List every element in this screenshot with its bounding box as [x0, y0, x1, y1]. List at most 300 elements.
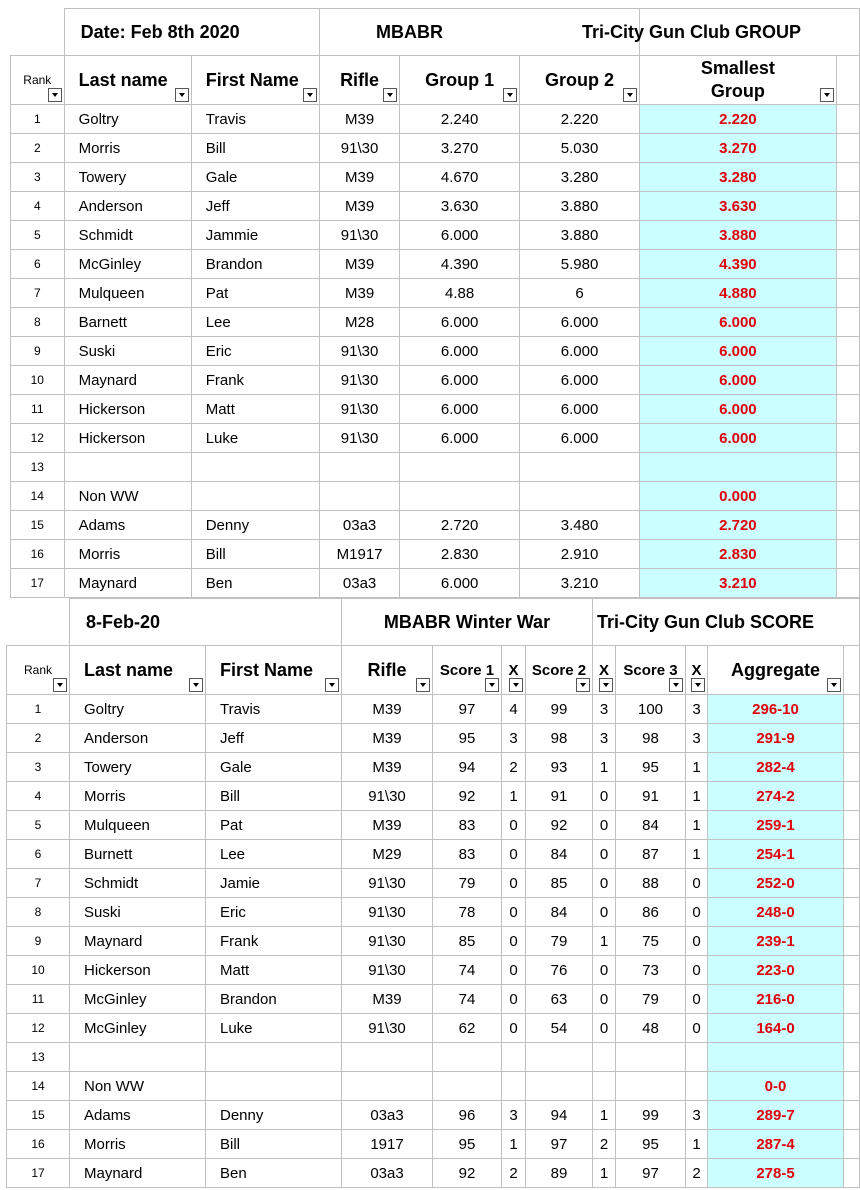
filter-dropdown-icon[interactable] [325, 678, 339, 692]
x1-cell: 1 [502, 1130, 526, 1159]
x2-cell: 0 [593, 956, 616, 985]
group-results-table [10, 8, 860, 598]
group1-cell: 6.000 [400, 424, 520, 453]
empty-cell [836, 250, 859, 279]
x2-cell: 0 [593, 898, 616, 927]
last-name-cell: Non WW [64, 482, 191, 511]
last-name-cell: Adams [64, 511, 191, 540]
last-name-cell: Morris [70, 782, 206, 811]
empty-cell [836, 453, 859, 482]
empty-cell [836, 105, 859, 134]
rank-cell: 14 [7, 1072, 70, 1101]
empty-cell [844, 724, 860, 753]
x2-cell: 0 [593, 985, 616, 1014]
corner-cell [7, 599, 70, 646]
first-name-cell [191, 453, 319, 482]
score3-header-label: Score 3 [623, 661, 678, 679]
rank-cell: 1 [7, 695, 70, 724]
title-row [7, 599, 860, 646]
first-name-header-label: First Name [205, 69, 299, 90]
x3-cell: 1 [686, 840, 708, 869]
score1-cell: 92 [433, 1159, 502, 1188]
first-name-cell: Lee [191, 308, 319, 337]
rifle-cell: 03a3 [342, 1101, 433, 1130]
x1-cell: 0 [502, 1014, 526, 1043]
score2-header[interactable] [526, 646, 593, 695]
x2-cell: 0 [593, 840, 616, 869]
score3-header[interactable] [616, 646, 686, 695]
group1-cell: 6.000 [400, 308, 520, 337]
table-row [11, 453, 860, 482]
score3-cell: 88 [616, 869, 686, 898]
rank-header[interactable] [11, 56, 65, 105]
table-row [11, 424, 860, 453]
empty-cell [836, 337, 859, 366]
smallest-group-cell: 3.630 [639, 192, 836, 221]
rifle-cell: M28 [319, 308, 399, 337]
score1-cell: 79 [433, 869, 502, 898]
table-row [11, 366, 860, 395]
empty-cell [844, 753, 860, 782]
rank-cell: 6 [11, 250, 65, 279]
rifle-cell: 91\30 [319, 424, 399, 453]
first-name-cell: Ben [206, 1159, 342, 1188]
group2-header[interactable] [520, 56, 640, 105]
empty-cell [836, 221, 859, 250]
aggregate-cell: 164-0 [708, 1014, 844, 1043]
smallest-group-cell: 3.210 [639, 569, 836, 598]
group2-cell: 3.280 [520, 163, 640, 192]
empty-cell [836, 569, 859, 598]
table-row [11, 395, 860, 424]
rank-cell: 9 [11, 337, 65, 366]
rifle-cell: 91\30 [342, 1014, 433, 1043]
x2-cell: 1 [593, 1159, 616, 1188]
aggregate-header-label: Aggregate [730, 659, 820, 680]
last-name-cell: Mulqueen [70, 811, 206, 840]
rifle-cell: 91\30 [342, 927, 433, 956]
last-name-cell: Burnett [70, 840, 206, 869]
first-name-cell: Bill [191, 540, 319, 569]
match-date: 8-Feb-20 [70, 599, 342, 646]
empty-cell [844, 956, 860, 985]
corner-cell [11, 9, 65, 56]
x3-cell [686, 1043, 708, 1072]
empty-cell [844, 1159, 860, 1188]
table-row [7, 753, 860, 782]
filter-dropdown-icon[interactable] [485, 678, 499, 692]
empty-cell [844, 898, 860, 927]
rank-header[interactable] [7, 646, 70, 695]
last-name-cell: Maynard [70, 927, 206, 956]
score1-cell: 85 [433, 927, 502, 956]
rank-cell: 13 [11, 453, 65, 482]
score3-cell: 99 [616, 1101, 686, 1130]
table-row [11, 192, 860, 221]
x3-cell: 1 [686, 782, 708, 811]
rifle-cell [342, 1043, 433, 1072]
table-row [7, 840, 860, 869]
empty-cell [836, 279, 859, 308]
filter-dropdown-icon[interactable] [599, 678, 613, 692]
smallest-group-cell [639, 453, 836, 482]
first-name-header-label: First Name [220, 659, 314, 680]
group2-cell: 3.210 [520, 569, 640, 598]
smallest-group-cell: 4.880 [639, 279, 836, 308]
empty-cell [836, 366, 859, 395]
table-row [11, 221, 860, 250]
score1-header[interactable] [433, 646, 502, 695]
x1-cell: 0 [502, 898, 526, 927]
table-row [7, 1072, 860, 1101]
rifle-cell [342, 1072, 433, 1101]
rank-cell: 4 [11, 192, 65, 221]
x3-cell: 1 [686, 753, 708, 782]
score2-cell: 54 [526, 1014, 593, 1043]
score3-cell: 100 [616, 695, 686, 724]
rifle-cell: 91\30 [342, 956, 433, 985]
first-name-cell: Bill [206, 782, 342, 811]
filter-dropdown-icon[interactable] [820, 88, 834, 102]
filter-dropdown-icon[interactable] [48, 88, 62, 102]
aggregate-cell: 278-5 [708, 1159, 844, 1188]
score2-cell: 92 [526, 811, 593, 840]
score3-cell: 86 [616, 898, 686, 927]
score3-cell: 87 [616, 840, 686, 869]
group2-cell: 3.480 [520, 511, 640, 540]
group2-cell: 6.000 [520, 395, 640, 424]
score1-cell: 62 [433, 1014, 502, 1043]
table-row [7, 956, 860, 985]
x1-cell [502, 1043, 526, 1072]
rifle-cell [319, 482, 399, 511]
group1-cell: 4.88 [400, 279, 520, 308]
x3-cell: 0 [686, 927, 708, 956]
x2-cell: 0 [593, 869, 616, 898]
filter-dropdown-icon[interactable] [383, 88, 397, 102]
smallest-group-cell: 0.000 [639, 482, 836, 511]
table-row [11, 163, 860, 192]
rifle-cell: M39 [319, 250, 399, 279]
rifle-cell: M39 [342, 724, 433, 753]
table-row [7, 811, 860, 840]
table-row [7, 1130, 860, 1159]
empty-cell [836, 308, 859, 337]
rifle-cell: 91\30 [319, 366, 399, 395]
smallest-group-cell: 6.000 [639, 337, 836, 366]
smallest-group-cell: 2.720 [639, 511, 836, 540]
table-row [7, 869, 860, 898]
last-name-cell: Barnett [64, 308, 191, 337]
rank-cell: 6 [7, 840, 70, 869]
last-name-cell: Hickerson [64, 424, 191, 453]
rank-cell: 11 [11, 395, 65, 424]
first-name-cell: Gale [206, 753, 342, 782]
first-name-header[interactable] [206, 646, 342, 695]
x2-cell: 0 [593, 1014, 616, 1043]
group1-cell: 2.830 [400, 540, 520, 569]
x1-cell: 2 [502, 1159, 526, 1188]
last-name-header[interactable] [70, 646, 206, 695]
rifle-cell: 91\30 [319, 221, 399, 250]
last-name-cell: McGinley [64, 250, 191, 279]
rank-cell: 3 [11, 163, 65, 192]
last-name-cell: Goltry [70, 695, 206, 724]
x3-cell: 0 [686, 1014, 708, 1043]
x1-cell: 0 [502, 811, 526, 840]
filter-dropdown-icon[interactable] [53, 678, 67, 692]
filter-dropdown-icon[interactable] [189, 678, 203, 692]
group1-cell: 6.000 [400, 569, 520, 598]
x3-header[interactable] [686, 646, 708, 695]
aggregate-cell: 254-1 [708, 840, 844, 869]
first-name-cell: Matt [206, 956, 342, 985]
smallest-group-cell: 6.000 [639, 308, 836, 337]
group2-cell [520, 453, 640, 482]
x3-cell: 3 [686, 695, 708, 724]
score3-cell: 75 [616, 927, 686, 956]
score3-cell: 73 [616, 956, 686, 985]
empty-cell [844, 1043, 860, 1072]
table-row [7, 985, 860, 1014]
filter-dropdown-icon[interactable] [175, 88, 189, 102]
rank-cell: 3 [7, 753, 70, 782]
filter-dropdown-icon[interactable] [691, 678, 705, 692]
first-name-cell: Ben [191, 569, 319, 598]
rank-cell: 14 [11, 482, 65, 511]
x2-cell: 1 [593, 927, 616, 956]
group1-cell: 4.670 [400, 163, 520, 192]
x1-header-label: X [508, 661, 519, 679]
rifle-header[interactable] [319, 56, 399, 105]
first-name-cell: Eric [206, 898, 342, 927]
aggregate-cell: 239-1 [708, 927, 844, 956]
group1-cell: 3.270 [400, 134, 520, 163]
rank-cell: 12 [7, 1014, 70, 1043]
filter-dropdown-icon[interactable] [509, 678, 523, 692]
score2-cell: 84 [526, 840, 593, 869]
x3-cell [686, 1072, 708, 1101]
group-results-sheet [10, 8, 860, 598]
last-name-cell: Goltry [64, 105, 191, 134]
first-name-cell: Denny [206, 1101, 342, 1130]
score1-cell: 95 [433, 724, 502, 753]
rifle-cell: M39 [319, 105, 399, 134]
title-row [11, 9, 860, 56]
x3-cell: 2 [686, 1159, 708, 1188]
x1-cell: 0 [502, 840, 526, 869]
score2-cell: 91 [526, 782, 593, 811]
last-name-cell: Hickerson [64, 395, 191, 424]
rank-cell: 7 [11, 279, 65, 308]
filter-dropdown-icon[interactable] [669, 678, 683, 692]
score1-cell: 74 [433, 985, 502, 1014]
score1-cell [433, 1072, 502, 1101]
rank-cell: 16 [7, 1130, 70, 1159]
score2-cell: 79 [526, 927, 593, 956]
rank-cell: 13 [7, 1043, 70, 1072]
score-results-table [6, 598, 860, 1188]
rifle-cell: 1917 [342, 1130, 433, 1159]
last-name-cell: Morris [70, 1130, 206, 1159]
x1-cell [502, 1072, 526, 1101]
group2-header-label: Group 2 [545, 69, 615, 90]
x3-cell: 1 [686, 1130, 708, 1159]
score3-cell: 97 [616, 1159, 686, 1188]
aggregate-cell: 0-0 [708, 1072, 844, 1101]
aggregate-cell: 291-9 [708, 724, 844, 753]
score-results-sheet [6, 598, 860, 1190]
empty-cell [836, 482, 859, 511]
first-name-cell: Luke [206, 1014, 342, 1043]
score3-cell: 48 [616, 1014, 686, 1043]
filter-dropdown-icon[interactable] [576, 678, 590, 692]
empty-cell [836, 511, 859, 540]
x2-header-label: X [598, 661, 609, 679]
rank-cell: 5 [11, 221, 65, 250]
empty-cell [844, 1101, 860, 1130]
group1-header[interactable] [400, 56, 520, 105]
rank-cell: 5 [7, 811, 70, 840]
group1-cell [400, 482, 520, 511]
rifle-header[interactable] [342, 646, 433, 695]
rifle-cell: M39 [319, 163, 399, 192]
rifle-cell: 03a3 [319, 511, 399, 540]
x2-cell [593, 1072, 616, 1101]
last-name-cell: McGinley [70, 985, 206, 1014]
rifle-cell: M39 [319, 279, 399, 308]
last-name-cell: Schmidt [64, 221, 191, 250]
filter-dropdown-icon[interactable] [503, 88, 517, 102]
filter-dropdown-icon[interactable] [416, 678, 430, 692]
last-name-cell: Suski [70, 898, 206, 927]
filter-dropdown-icon[interactable] [827, 678, 841, 692]
rifle-cell: M1917 [319, 540, 399, 569]
last-name-cell: Maynard [70, 1159, 206, 1188]
smallest-group-header[interactable] [639, 56, 836, 105]
empty-cell [844, 927, 860, 956]
score2-cell [526, 1043, 593, 1072]
score2-cell: 89 [526, 1159, 593, 1188]
x3-cell: 0 [686, 985, 708, 1014]
empty-cell [836, 192, 859, 221]
first-name-cell [206, 1072, 342, 1101]
empty-cell [836, 163, 859, 192]
score1-cell: 95 [433, 1130, 502, 1159]
x3-cell: 0 [686, 898, 708, 927]
rifle-cell: M39 [342, 985, 433, 1014]
first-name-cell: Pat [191, 279, 319, 308]
table-row [11, 308, 860, 337]
x2-cell: 3 [593, 695, 616, 724]
group1-cell: 6.000 [400, 221, 520, 250]
table-row [7, 1043, 860, 1072]
rifle-cell: M39 [319, 192, 399, 221]
last-name-cell: Non WW [70, 1072, 206, 1101]
table-row [7, 1014, 860, 1043]
x1-cell: 0 [502, 985, 526, 1014]
rank-cell: 17 [7, 1159, 70, 1188]
empty-cell [844, 1130, 860, 1159]
last-name-header[interactable] [64, 56, 191, 105]
score3-cell: 79 [616, 985, 686, 1014]
group1-header-label: Group 1 [425, 69, 495, 90]
group2-cell: 5.030 [520, 134, 640, 163]
first-name-cell [206, 1043, 342, 1072]
rank-cell: 8 [7, 898, 70, 927]
rank-cell: 16 [11, 540, 65, 569]
last-name-cell: Towery [64, 163, 191, 192]
score1-cell: 74 [433, 956, 502, 985]
table-row [11, 105, 860, 134]
x1-header[interactable] [502, 646, 526, 695]
match-name: MBABR [319, 9, 639, 56]
rifle-cell: 03a3 [319, 569, 399, 598]
last-name-header-label: Last name [78, 69, 168, 90]
smallest-group-cell: 4.390 [639, 250, 836, 279]
table-row [7, 1159, 860, 1188]
x2-cell: 1 [593, 753, 616, 782]
first-name-header[interactable] [191, 56, 319, 105]
aggregate-cell: 248-0 [708, 898, 844, 927]
last-name-cell [64, 453, 191, 482]
first-name-cell: Lee [206, 840, 342, 869]
x3-cell: 3 [686, 1101, 708, 1130]
empty-cell [836, 134, 859, 163]
x2-header[interactable] [593, 646, 616, 695]
club-title [581, 9, 859, 56]
rank-cell: 10 [11, 366, 65, 395]
group2-cell: 6.000 [520, 366, 640, 395]
filter-dropdown-icon[interactable] [623, 88, 637, 102]
rifle-cell [319, 453, 399, 482]
rifle-header-label: Rifle [367, 659, 407, 680]
first-name-cell: Frank [191, 366, 319, 395]
table-row [11, 250, 860, 279]
x1-cell: 1 [502, 782, 526, 811]
last-name-cell [70, 1043, 206, 1072]
empty-cell [836, 56, 859, 105]
first-name-cell: Luke [191, 424, 319, 453]
x2-cell [593, 1043, 616, 1072]
smallest-group-cell: 2.830 [639, 540, 836, 569]
first-name-cell: Travis [206, 695, 342, 724]
table-row [11, 511, 860, 540]
table-row [11, 134, 860, 163]
last-name-cell: Mulqueen [64, 279, 191, 308]
score1-cell: 97 [433, 695, 502, 724]
x1-cell: 4 [502, 695, 526, 724]
aggregate-cell: 223-0 [708, 956, 844, 985]
smallest-group-cell: 6.000 [639, 424, 836, 453]
table-row [7, 695, 860, 724]
aggregate-header[interactable] [708, 646, 844, 695]
rank-cell: 1 [11, 105, 65, 134]
rifle-cell: M29 [342, 840, 433, 869]
score-results-body [7, 695, 860, 1188]
x1-cell: 0 [502, 956, 526, 985]
club-title-text: Tri-City Gun Club SCORE [597, 611, 815, 632]
score3-cell [616, 1043, 686, 1072]
first-name-cell: Bill [191, 134, 319, 163]
x2-cell: 1 [593, 1101, 616, 1130]
last-name-cell: Anderson [64, 192, 191, 221]
first-name-cell: Jammie [191, 221, 319, 250]
smallest-group-cell: 3.880 [639, 221, 836, 250]
filter-dropdown-icon[interactable] [303, 88, 317, 102]
rifle-cell: 91\30 [342, 782, 433, 811]
score2-cell: 76 [526, 956, 593, 985]
